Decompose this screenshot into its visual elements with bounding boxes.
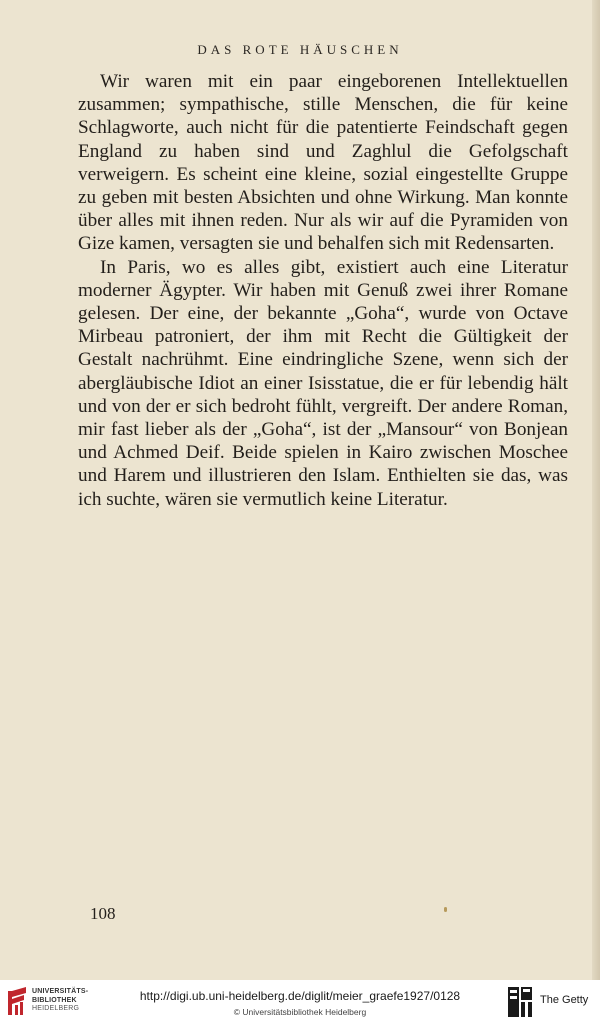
library-name-line2: BIBLIOTHEK (32, 996, 77, 1004)
copyright-notice: © Universitätsbibliothek Heidelberg (233, 1007, 367, 1017)
body-text (78, 70, 568, 511)
getty-logo-icon[interactable] (507, 986, 533, 1018)
running-head: DAS ROTE HÄUSCHEN (197, 42, 403, 57)
library-name-line1: UNIVERSITÄTS- (32, 988, 89, 995)
paper-speck (444, 907, 447, 912)
viewer-footer (0, 980, 600, 1024)
page-edge (592, 0, 600, 980)
partner-name: The Getty (540, 994, 589, 1006)
paragraph-1: Wir waren mit ein paar eingeborenen Intellektuellen zusammen; sympathische, stille Menschen, die für keine Schlagworte, auch nicht für die patentierte Feindschaft gegen England zu haben sind und Zaghlul die Gefolgschaft verweigern. Es scheint eine kleine, sozial eingestellte Gruppe zu geben mit besten Absichten und ohne Wirkung. Man konnte über alles mit ihnen reden. Nur als wir auf die Pyramiden von Gize kamen, versagten sie und behalfen sich mit Redensarten. (78, 71, 568, 255)
source-url-link[interactable]: http://digi.ub.uni-heidelberg.de/diglit/meier_graefe1927/0128 (139, 989, 461, 1003)
page-number: 108 (90, 904, 116, 923)
paragraph-2: In Paris, wo es alles gibt, existiert auch eine Literatur moderner Ägypter. Wir haben mit Genuß zwei ihrer Romane gelesen. Der eine, der bekannte „Goha“, wurde von Octave Mirbeau patroniert, der ihm mit Recht die Gültigkeit der Gestalt nachrühmt. Eine eindringliche Szene, wenn sich der abergläubische Idiot an einer Isisstatue, die er für lebendig hält und von der er sich bedroht fühlt, vergreift. Der andere Roman, mir fast lieber als der „Goha“, ist der „Mansour“ von Bonjean und Achmed Deif. Beide spielen in Kairo zwischen Moschee und Harem und illustrieren den Islam. Enthielten sie das, was ich suchte, wären sie vermutlich keine Literatur. (78, 256, 568, 510)
library-name-line3: HEIDELBERG (32, 1005, 80, 1012)
